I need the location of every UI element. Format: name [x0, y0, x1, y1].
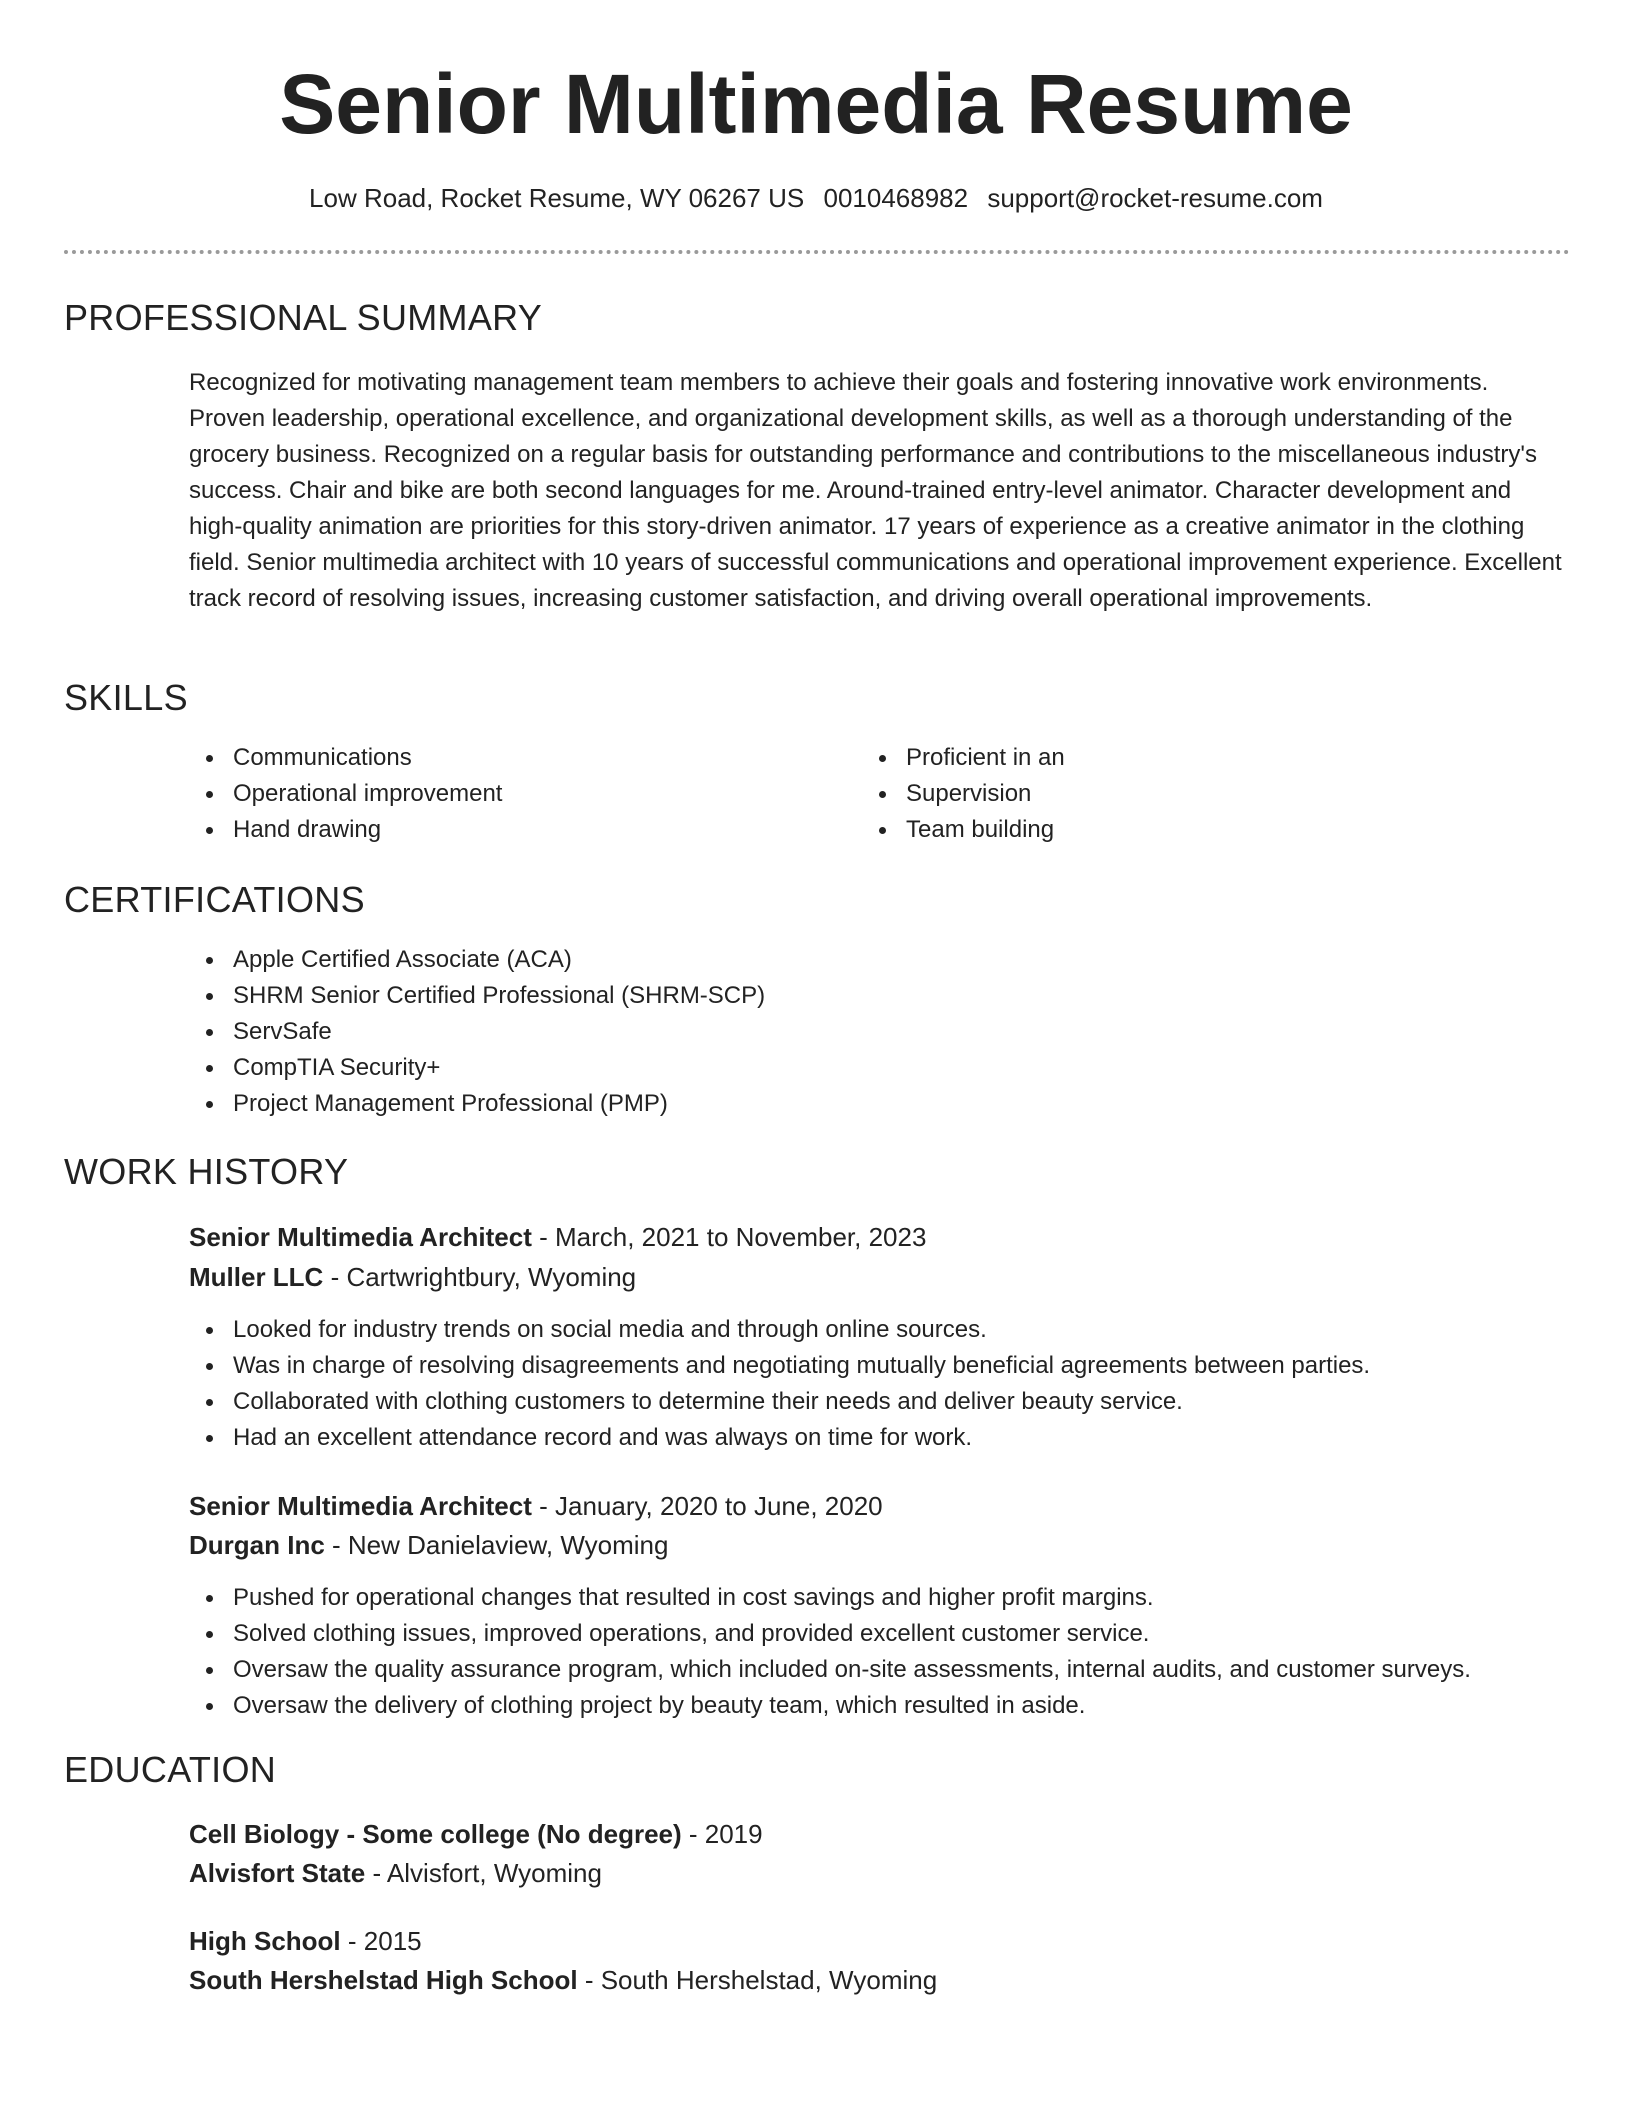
job-title-line — [189, 1487, 883, 1525]
certification-item: Apple Certified Associate (ACA) — [189, 942, 1489, 978]
skill-item: Communications — [189, 740, 829, 776]
education-school: Alvisfort State — [189, 1858, 366, 1888]
job-bullet: Pushed for operational changes that resulted in cost savings and higher profit margins. — [189, 1580, 1589, 1616]
skills-heading: SKILLS — [64, 677, 188, 718]
certification-item: ServSafe — [189, 1014, 1489, 1050]
education-location: - South Hershelstad, Wyoming — [577, 1965, 938, 1995]
contact-email: support@rocket-resume.com — [987, 183, 1323, 213]
job-bullet: Was in charge of resolving disagreements and negotiating mutually beneficial agreements between parties. — [189, 1348, 1569, 1384]
skill-item: Hand drawing — [189, 812, 829, 848]
job-company-line — [189, 1258, 636, 1296]
page-title: Senior Multimedia Resume — [279, 57, 1353, 151]
certification-item: Project Management Professional (PMP) — [189, 1086, 1489, 1122]
skill-item: Proficient in an — [862, 740, 1502, 776]
skill-item: Team building — [862, 812, 1502, 848]
education-degree-line — [189, 1922, 422, 1960]
certifications-heading: CERTIFICATIONS — [64, 879, 365, 920]
education-heading: EDUCATION — [64, 1749, 277, 1790]
contact-address: Low Road, Rocket Resume, WY 06267 US — [309, 183, 805, 213]
education-location: - Alvisfort, Wyoming — [365, 1858, 602, 1888]
education-year: - 2015 — [340, 1926, 422, 1956]
education-school: South Hershelstad High School — [189, 1965, 578, 1995]
summary-text: Recognized for motivating management team members to achieve their goals and fostering innovative work environments. Proven leadership, operational excellence, and organizational development skills, as well as a thorough understanding of the grocery business. Recognized on a regular basis for outstanding performance and contributions to the miscellaneous industry's success. Chair and bike are both second languages for me. Around-trained entry-level animator. Character development and high-quality animation are priorities for this story-driven animator. 17 years of experience as a creative animator in the clothing field. Senior multimedia architect with 10 years of successful communications and operational improvement experience. Excellent track record of resolving issues, increasing customer satisfaction, and driving overall operational improvements. — [189, 369, 1562, 612]
job-dates: - January, 2020 to June, 2020 — [531, 1491, 883, 1521]
skill-item: Supervision — [862, 776, 1502, 812]
work-history-heading: WORK HISTORY — [64, 1151, 349, 1192]
skill-item: Operational improvement — [189, 776, 829, 812]
education-year: - 2019 — [681, 1819, 763, 1849]
job-bullet: Looked for industry trends on social media and through online sources. — [189, 1312, 1569, 1348]
header-divider — [64, 250, 1570, 254]
certification-item: SHRM Senior Certified Professional (SHRM-SCP) — [189, 978, 1489, 1014]
summary-heading: PROFESSIONAL SUMMARY — [64, 297, 543, 338]
job-company-line — [189, 1526, 668, 1564]
education-degree: High School — [189, 1926, 341, 1956]
skills-list-right — [862, 740, 1502, 848]
job-company: Durgan Inc — [189, 1530, 325, 1560]
contact-phone: 0010468982 — [823, 183, 969, 213]
education-degree-line — [189, 1815, 763, 1853]
job-location: - Cartwrightbury, Wyoming — [323, 1262, 637, 1292]
job-bullets — [189, 1580, 1589, 1724]
skills-list-left — [189, 740, 829, 848]
job-title: Senior Multimedia Architect — [189, 1491, 532, 1521]
job-dates: - March, 2021 to November, 2023 — [531, 1222, 927, 1252]
job-bullet: Had an excellent attendance record and was always on time for work. — [189, 1420, 1569, 1456]
job-title-line — [189, 1218, 926, 1256]
job-bullet: Solved clothing issues, improved operations, and provided excellent customer service. — [189, 1616, 1589, 1652]
education-school-line — [189, 1961, 937, 1999]
job-location: - New Danielaview, Wyoming — [324, 1530, 669, 1560]
job-company: Muller LLC — [189, 1262, 324, 1292]
job-bullets — [189, 1312, 1569, 1456]
contact-info — [0, 180, 1632, 216]
education-school-line — [189, 1854, 602, 1892]
education-degree: Cell Biology - Some college (No degree) — [189, 1819, 682, 1849]
job-bullet: Oversaw the quality assurance program, which included on-site assessments, internal audits, and customer surveys. — [189, 1652, 1589, 1688]
job-bullet: Oversaw the delivery of clothing project by beauty team, which resulted in aside. — [189, 1688, 1589, 1724]
certification-item: CompTIA Security+ — [189, 1050, 1489, 1086]
job-bullet: Collaborated with clothing customers to determine their needs and deliver beauty service. — [189, 1384, 1569, 1420]
certifications-list — [189, 942, 1489, 1122]
job-title: Senior Multimedia Architect — [189, 1222, 532, 1252]
